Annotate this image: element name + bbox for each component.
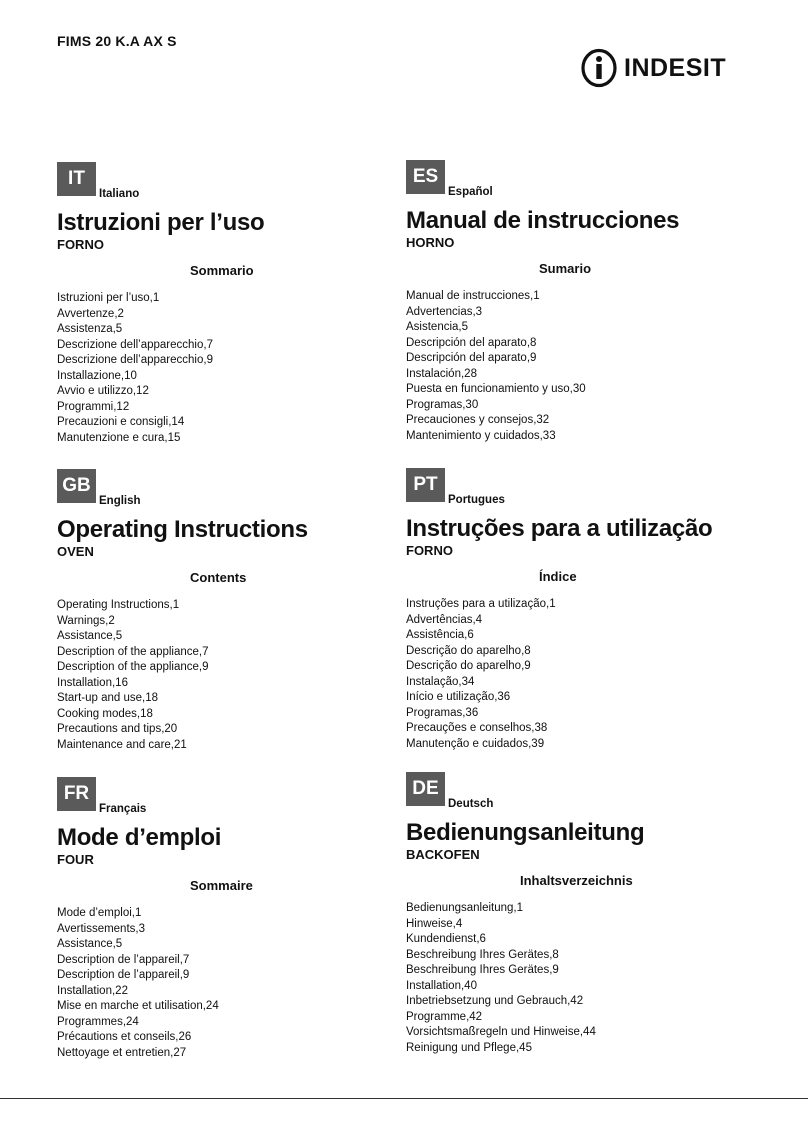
toc-item: Instalação,34: [406, 675, 475, 688]
toc-item: Precauciones y consejos,32: [406, 414, 550, 426]
toc-item: Avvio e utilizzo,12: [57, 385, 149, 397]
toc-item: Programmes,24: [57, 1015, 139, 1028]
manual-title: Manual de instrucciones: [406, 207, 680, 234]
toc-item: Programas,36: [406, 706, 479, 719]
manual-title: Bedienungsanleitung: [406, 819, 645, 846]
toc-item: Warnings,2: [57, 614, 115, 627]
language-name: Deutsch: [448, 798, 494, 810]
contents-heading: Sommaire: [190, 878, 253, 893]
toc-item: Start-up and use,18: [57, 692, 159, 704]
toc-item: Descripción del aparato,8: [406, 336, 537, 349]
toc-item: Programme,42: [406, 1010, 483, 1023]
toc-item: Advertencias,3: [406, 305, 483, 318]
toc-item: Manutenzione e cura,15: [57, 431, 181, 444]
toc-item: Advertências,4: [406, 613, 483, 626]
table-of-contents: [406, 901, 766, 1056]
product-type: FORNO: [57, 237, 104, 252]
language-code-badge: ES: [406, 160, 445, 194]
toc-item: Descripción del aparato,9: [406, 352, 537, 364]
toc-item: Nettoyage et entretien,27: [57, 1046, 187, 1059]
toc-item: Instruções para a utilização,1: [406, 598, 556, 610]
toc-item: Manutenção e cuidados,39: [406, 737, 545, 750]
product-type: BACKOFEN: [406, 847, 480, 862]
toc-item: Precautions and tips,20: [57, 723, 178, 735]
table-of-contents: [406, 597, 766, 752]
model-number: FIMS 20 K.A AX S: [57, 33, 177, 49]
table-of-contents: [57, 598, 417, 753]
contents-heading: Índice: [539, 569, 577, 584]
toc-item: Mantenimiento y cuidados,33: [406, 429, 556, 442]
language-name: Español: [448, 186, 493, 198]
toc-item: Bedienungsanleitung,1: [406, 902, 524, 914]
section-german: [406, 770, 766, 1056]
toc-item: Beschreibung Ihres Gerätes,9: [406, 964, 559, 976]
section-english: [57, 467, 417, 753]
language-code-badge: DE: [406, 772, 445, 806]
toc-item: Descrizione dell’apparecchio,7: [57, 338, 213, 351]
toc-item: Vorsichtsmaßregeln und Hinweise,44: [406, 1026, 596, 1038]
language-code-badge: PT: [406, 468, 445, 502]
product-type: OVEN: [57, 544, 94, 559]
language-name: Portugues: [448, 494, 505, 506]
toc-item: Descrição do aparelho,8: [406, 644, 531, 657]
manual-title: Mode d’emploi: [57, 824, 222, 851]
toc-item: Descrizione dell’apparecchio,9: [57, 354, 213, 366]
toc-item: Avertissements,3: [57, 922, 145, 935]
toc-item: Installation,22: [57, 984, 128, 997]
toc-item: Maintenance and care,21: [57, 738, 187, 751]
toc-item: Installation,40: [406, 979, 477, 992]
section-french: [57, 775, 417, 1061]
toc-item: Installazione,10: [57, 369, 137, 382]
toc-item: Installation,16: [57, 676, 128, 689]
contents-heading: Inhaltsverzeichnis: [520, 873, 633, 888]
language-code-badge: FR: [57, 777, 96, 811]
toc-item: Mise en marche et utilisation,24: [57, 1000, 219, 1012]
table-of-contents: [406, 289, 766, 444]
toc-item: Puesta en funcionamiento y uso,30: [406, 383, 586, 395]
toc-item: Instalación,28: [406, 367, 477, 380]
toc-item: Beschreibung Ihres Gerätes,8: [406, 948, 559, 961]
product-type: HORNO: [406, 235, 455, 250]
manual-title: Instruções para a utilização: [406, 515, 713, 542]
toc-item: Precauções e conselhos,38: [406, 722, 548, 734]
toc-item: Programmi,12: [57, 400, 130, 413]
toc-item: Description of the appliance,7: [57, 645, 209, 658]
toc-item: Assistance,5: [57, 938, 123, 950]
section-portuguese: [406, 466, 766, 752]
toc-item: Kundendienst,6: [406, 933, 486, 945]
toc-item: Précautions et conseils,26: [57, 1031, 192, 1043]
toc-item: Operating Instructions,1: [57, 599, 180, 611]
footer-divider: [0, 1098, 808, 1099]
toc-item: Asistencia,5: [406, 321, 469, 333]
language-name: Italiano: [99, 188, 140, 200]
toc-item: Reinigung und Pflege,45: [406, 1041, 532, 1054]
contents-heading: Contents: [190, 570, 247, 585]
language-name: Français: [99, 803, 147, 815]
toc-item: Programas,30: [406, 398, 479, 411]
toc-item: Precauzioni e consigli,14: [57, 416, 185, 428]
table-of-contents: [57, 291, 417, 446]
toc-item: Manual de instrucciones,1: [406, 290, 540, 302]
product-type: FORNO: [406, 543, 453, 558]
contents-heading: Sommario: [190, 263, 254, 278]
toc-item: Descrição do aparelho,9: [406, 660, 531, 672]
brand-name: INDESIT: [624, 53, 727, 82]
indesit-ring-i-icon: [580, 48, 618, 88]
toc-item: Assistência,6: [406, 629, 474, 641]
toc-item: Assistance,5: [57, 630, 123, 642]
toc-item: Hinweise,4: [406, 917, 463, 930]
toc-item: Inbetriebsetzung und Gebrauch,42: [406, 995, 584, 1007]
toc-item: Avvertenze,2: [57, 307, 124, 320]
manual-title: Operating Instructions: [57, 516, 308, 543]
language-code-badge: IT: [57, 162, 96, 196]
toc-item: Description of the appliance,9: [57, 661, 209, 673]
section-italian: [57, 160, 417, 446]
manual-title: Istruzioni per l’uso: [57, 209, 265, 236]
toc-item: Início e utilização,36: [406, 691, 511, 703]
table-of-contents: [57, 906, 417, 1061]
product-type: FOUR: [57, 852, 94, 867]
toc-item: Assistenza,5: [57, 323, 123, 335]
toc-item: Istruzioni per l’uso,1: [57, 292, 160, 304]
contents-heading: Sumario: [539, 261, 592, 276]
section-spanish: [406, 158, 766, 444]
toc-item: Description de l’appareil,9: [57, 969, 190, 981]
toc-item: Description de l’appareil,7: [57, 953, 190, 966]
language-code-badge: GB: [57, 469, 96, 503]
toc-item: Cooking modes,18: [57, 707, 153, 720]
brand-logo: [580, 48, 726, 88]
language-name: English: [99, 495, 141, 507]
toc-item: Mode d’emploi,1: [57, 907, 142, 919]
